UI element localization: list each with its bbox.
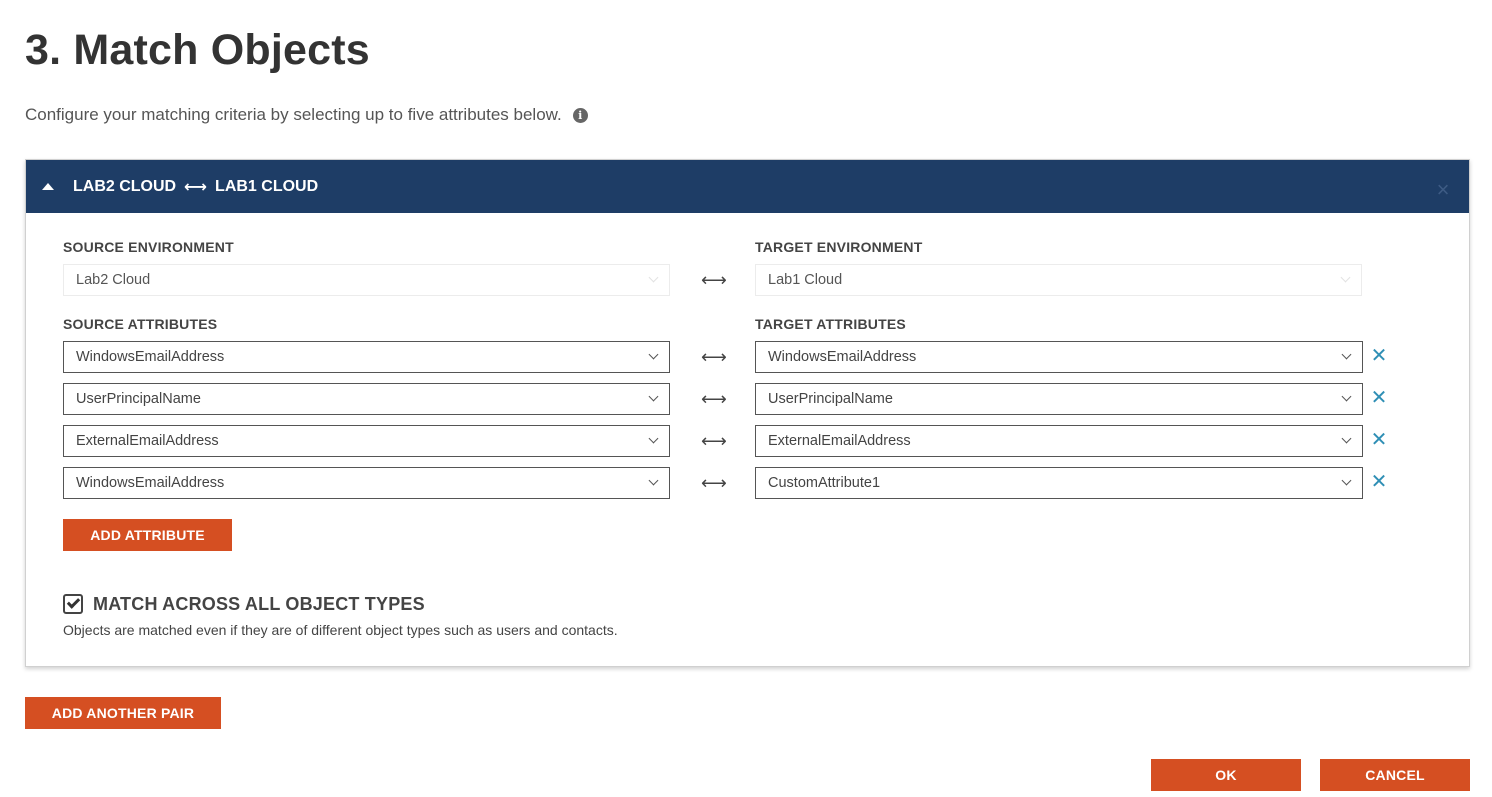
target-attribute-value: WindowsEmailAddress <box>768 349 917 365</box>
pair-source-name: LAB2 CLOUD <box>73 177 177 195</box>
source-attribute-select[interactable] <box>63 467 670 499</box>
target-attribute-select[interactable] <box>755 383 1363 415</box>
target-attribute-select[interactable] <box>755 425 1363 457</box>
source-environment-select[interactable] <box>63 264 670 296</box>
chevron-down-icon <box>649 434 659 444</box>
chevron-down-icon <box>1342 476 1352 486</box>
remove-attribute-icon[interactable]: ✕ <box>1370 429 1388 451</box>
attribute-map-arrow-icon: ⟷ <box>701 347 727 367</box>
page-subtitle <box>25 105 588 125</box>
add-attribute-button[interactable]: ADD ATTRIBUTE <box>63 519 232 551</box>
pair-target-name: LAB1 CLOUD <box>215 177 319 195</box>
source-environment-label: SOURCE ENVIRONMENT <box>63 239 234 255</box>
chevron-down-icon <box>1342 434 1352 444</box>
pair-header[interactable] <box>26 160 1469 213</box>
attribute-map-arrow-icon: ⟷ <box>701 389 727 409</box>
target-attribute-select[interactable] <box>755 467 1363 499</box>
ok-button[interactable]: OK <box>1151 759 1301 791</box>
chevron-down-icon <box>649 273 659 283</box>
chevron-down-icon <box>1342 392 1352 402</box>
attribute-map-arrow-icon: ⟷ <box>701 431 727 451</box>
chevron-down-icon <box>649 392 659 402</box>
close-pair-icon[interactable]: × <box>1436 177 1450 202</box>
target-attribute-value: UserPrincipalName <box>768 391 893 407</box>
checkmark-icon <box>67 595 80 608</box>
source-attribute-select[interactable] <box>63 383 670 415</box>
chevron-down-icon <box>649 350 659 360</box>
collapse-caret-icon[interactable] <box>42 183 54 190</box>
environment-map-arrow-icon: ⟷ <box>701 270 727 290</box>
chevron-down-icon <box>649 476 659 486</box>
subtitle-text: Configure your matching criteria by selecting up to five attributes below. <box>25 105 562 124</box>
source-attributes-label: SOURCE ATTRIBUTES <box>63 316 218 332</box>
source-attribute-select[interactable] <box>63 341 670 373</box>
source-attribute-value: ExternalEmailAddress <box>76 433 219 449</box>
page-title: 3. Match Objects <box>25 26 370 74</box>
pair-title <box>73 177 318 197</box>
target-environment-value: Lab1 Cloud <box>768 272 843 288</box>
cancel-button[interactable]: CANCEL <box>1320 759 1470 791</box>
target-environment-label: TARGET ENVIRONMENT <box>755 239 923 255</box>
source-environment-value: Lab2 Cloud <box>76 272 151 288</box>
target-attribute-value: CustomAttribute1 <box>768 475 881 491</box>
source-attribute-select[interactable] <box>63 425 670 457</box>
match-all-types-label[interactable]: MATCH ACROSS ALL OBJECT TYPES <box>93 594 425 614</box>
remove-attribute-icon[interactable]: ✕ <box>1370 345 1388 367</box>
chevron-down-icon <box>1342 350 1352 360</box>
source-attribute-value: UserPrincipalName <box>76 391 201 407</box>
target-environment-select[interactable] <box>755 264 1362 296</box>
remove-attribute-icon[interactable]: ✕ <box>1370 471 1388 493</box>
match-all-types-description: Objects are matched even if they are of different object types such as users and contacts. <box>63 622 618 638</box>
match-all-types-checkbox[interactable] <box>63 594 83 614</box>
add-another-pair-button[interactable]: ADD ANOTHER PAIR <box>25 697 221 729</box>
source-attribute-value: WindowsEmailAddress <box>76 349 225 365</box>
remove-attribute-icon[interactable]: ✕ <box>1370 387 1388 409</box>
pair-arrow-icon: ⟷ <box>184 178 208 196</box>
attribute-map-arrow-icon: ⟷ <box>701 473 727 493</box>
source-attribute-value: WindowsEmailAddress <box>76 475 225 491</box>
chevron-down-icon <box>1341 273 1351 283</box>
info-icon[interactable]: i <box>573 108 588 123</box>
target-attribute-select[interactable] <box>755 341 1363 373</box>
target-attributes-label: TARGET ATTRIBUTES <box>755 316 906 332</box>
target-attribute-value: ExternalEmailAddress <box>768 433 911 449</box>
